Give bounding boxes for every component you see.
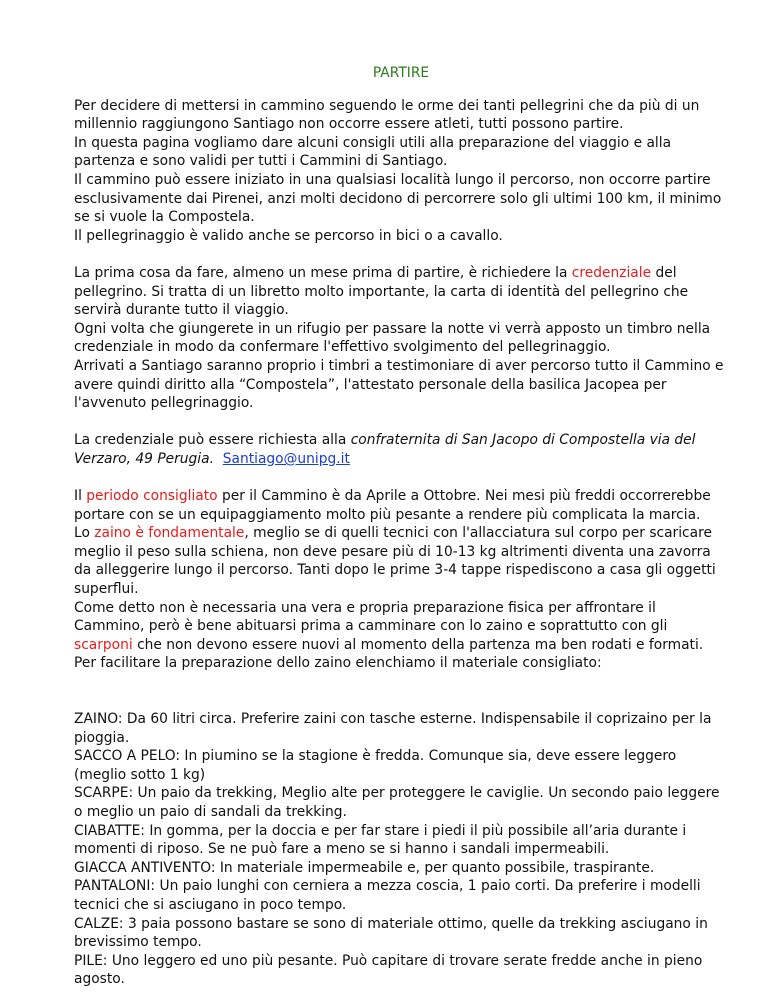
intro-line: Il cammino può essere iniziato in una qualsiasi località lungo il percorso, non occorre partire esclusivamente dai Pirenei, anzi molti decidono di percorrere solo gli ultimi 100 km, il minimo se si vuole la Compostela.	[74, 171, 722, 226]
list-item: CALZE: 3 paia possono bastare se sono di materiale ottimo, quelle da trekking asciugano in brevissimo tempo.	[74, 915, 708, 951]
list-item: GIACCA ANTIVENTO: In materiale impermeabile e, per quanto possibile, traspirante.	[74, 859, 655, 876]
equipment-list	[74, 710, 728, 989]
request-paragraph	[74, 431, 728, 468]
list-item: SACCO A PELO: In piumino se la stagione è fredda. Comunque sia, deve essere leggero (meglio sotto 1 kg)	[74, 748, 677, 783]
list-item: PILE: Uno leggero ed uno più pesante. Può capitare di trovare serate fredde anche in pieno agosto.	[74, 952, 703, 988]
intro-line: In questa pagina vogliamo dare alcuni consigli utili alla preparazione del viaggio e alla partenza e sono validi per tutti i Cammini di Santiago.	[74, 134, 672, 170]
scarponi-text: Come detto non è necessaria una vera e propria preparazione fisica per affrontare il Cammino, però è bene abituarsi prima a camminare con lo zaino e soprattutto con gli	[74, 599, 668, 635]
confraternita-address: confraternita di San Jacopo di Compostella via del Verzaro, 49 Perugia.	[74, 432, 696, 467]
periodo-text: per il Cammino è da Aprile a Ottobre. Nei mesi più freddi occorrerebbe portare con se un equipaggiamento molto più pesante a rendere più complicata la marcia.	[74, 488, 711, 523]
request-text: La credenziale può essere richiesta alla	[74, 432, 351, 449]
spacer	[74, 673, 728, 710]
scarponi-text: che non devono essere nuovi al momento della partenza ma ben rodati e formati.	[132, 636, 704, 653]
credenziale-paragraph	[74, 264, 728, 413]
credenziale-text: del pellegrino. Si tratta di un libretto molto importante, la carta di identità del pellegrino che servirà durante tutto il viaggio.	[74, 264, 689, 319]
intro-line: Il pellegrinaggio è valido anche se percorso in bici o a cavallo.	[74, 227, 503, 244]
zaino-text: , meglio se di quelli tecnici con l'allacciatura sul corpo per scaricare meglio il peso sulla schiena, non deve pesare più di 10-13 kg altrimenti diventa una zavorra da alleggerire lungo il percorso. Tanti dopo le prime 3-4 tappe rispediscono a casa gli oggetti superflui.	[74, 525, 716, 598]
credenziale-line: Arrivati a Santiago saranno proprio i timbri a testimoniare di aver percorso tutto il Cammino e avere quindi diritto alla “Compostela”, l'attestato personale della basilica Jacopea per l'avvenuto pellegrinaggio.	[74, 357, 724, 412]
email-link[interactable]: Santiago@unipg.it	[222, 450, 350, 467]
list-item: SCARPE: Un paio da trekking, Meglio alte per proteggere le caviglie. Un secondo paio leggere o meglio un paio di sandali da trekking.	[74, 785, 720, 820]
list-item: PANTALONI: Un paio lunghi con cerniera a mezza coscia, 1 paio corti. Da preferire i modelli tecnici che si asciugano in poco tempo.	[74, 878, 701, 913]
intro-line: Per decidere di mettersi in cammino seguendo le orme dei tanti pellegrini che da più di un millennio raggiungono Santiago non occorre essere atleti, tutti possono partire.	[74, 97, 700, 133]
periodo-highlight: periodo consigliato	[86, 488, 218, 505]
zaino-text: Lo	[74, 525, 95, 542]
zaino-highlight: zaino è fondamentale	[94, 525, 245, 542]
periodo-text: Il	[74, 488, 87, 505]
page-title: PARTIRE	[372, 65, 430, 81]
credenziale-highlight: credenziale	[571, 264, 652, 281]
credenziale-line: Ogni volta che giungerete in un rifugio per passare la notte vi verrà apposto un timbro nella credenziale in modo da confermare l'effettivo svolgimento del pellegrinaggio.	[74, 320, 711, 356]
scarponi-highlight: scarponi	[74, 636, 133, 653]
list-item: CIABATTE: In gomma, per la doccia e per far stare i piedi il più possibile all’aria durante i momenti di riposo. Se ne può fare a meno se si hanno i sandali impermeabili.	[74, 822, 687, 858]
credenziale-text: La prima cosa da fare, almeno un mese prima di partire, è richiedere la	[74, 264, 572, 281]
list-item: ZAINO: Da 60 litri circa. Preferire zaini con tasche esterne. Indispensabile il coprizaino per la pioggia.	[74, 711, 712, 746]
advice-paragraph	[74, 487, 728, 673]
intro-paragraph	[74, 97, 728, 246]
list-intro: Per facilitare la preparazione dello zaino elenchiamo il materiale consigliato:	[74, 655, 602, 672]
